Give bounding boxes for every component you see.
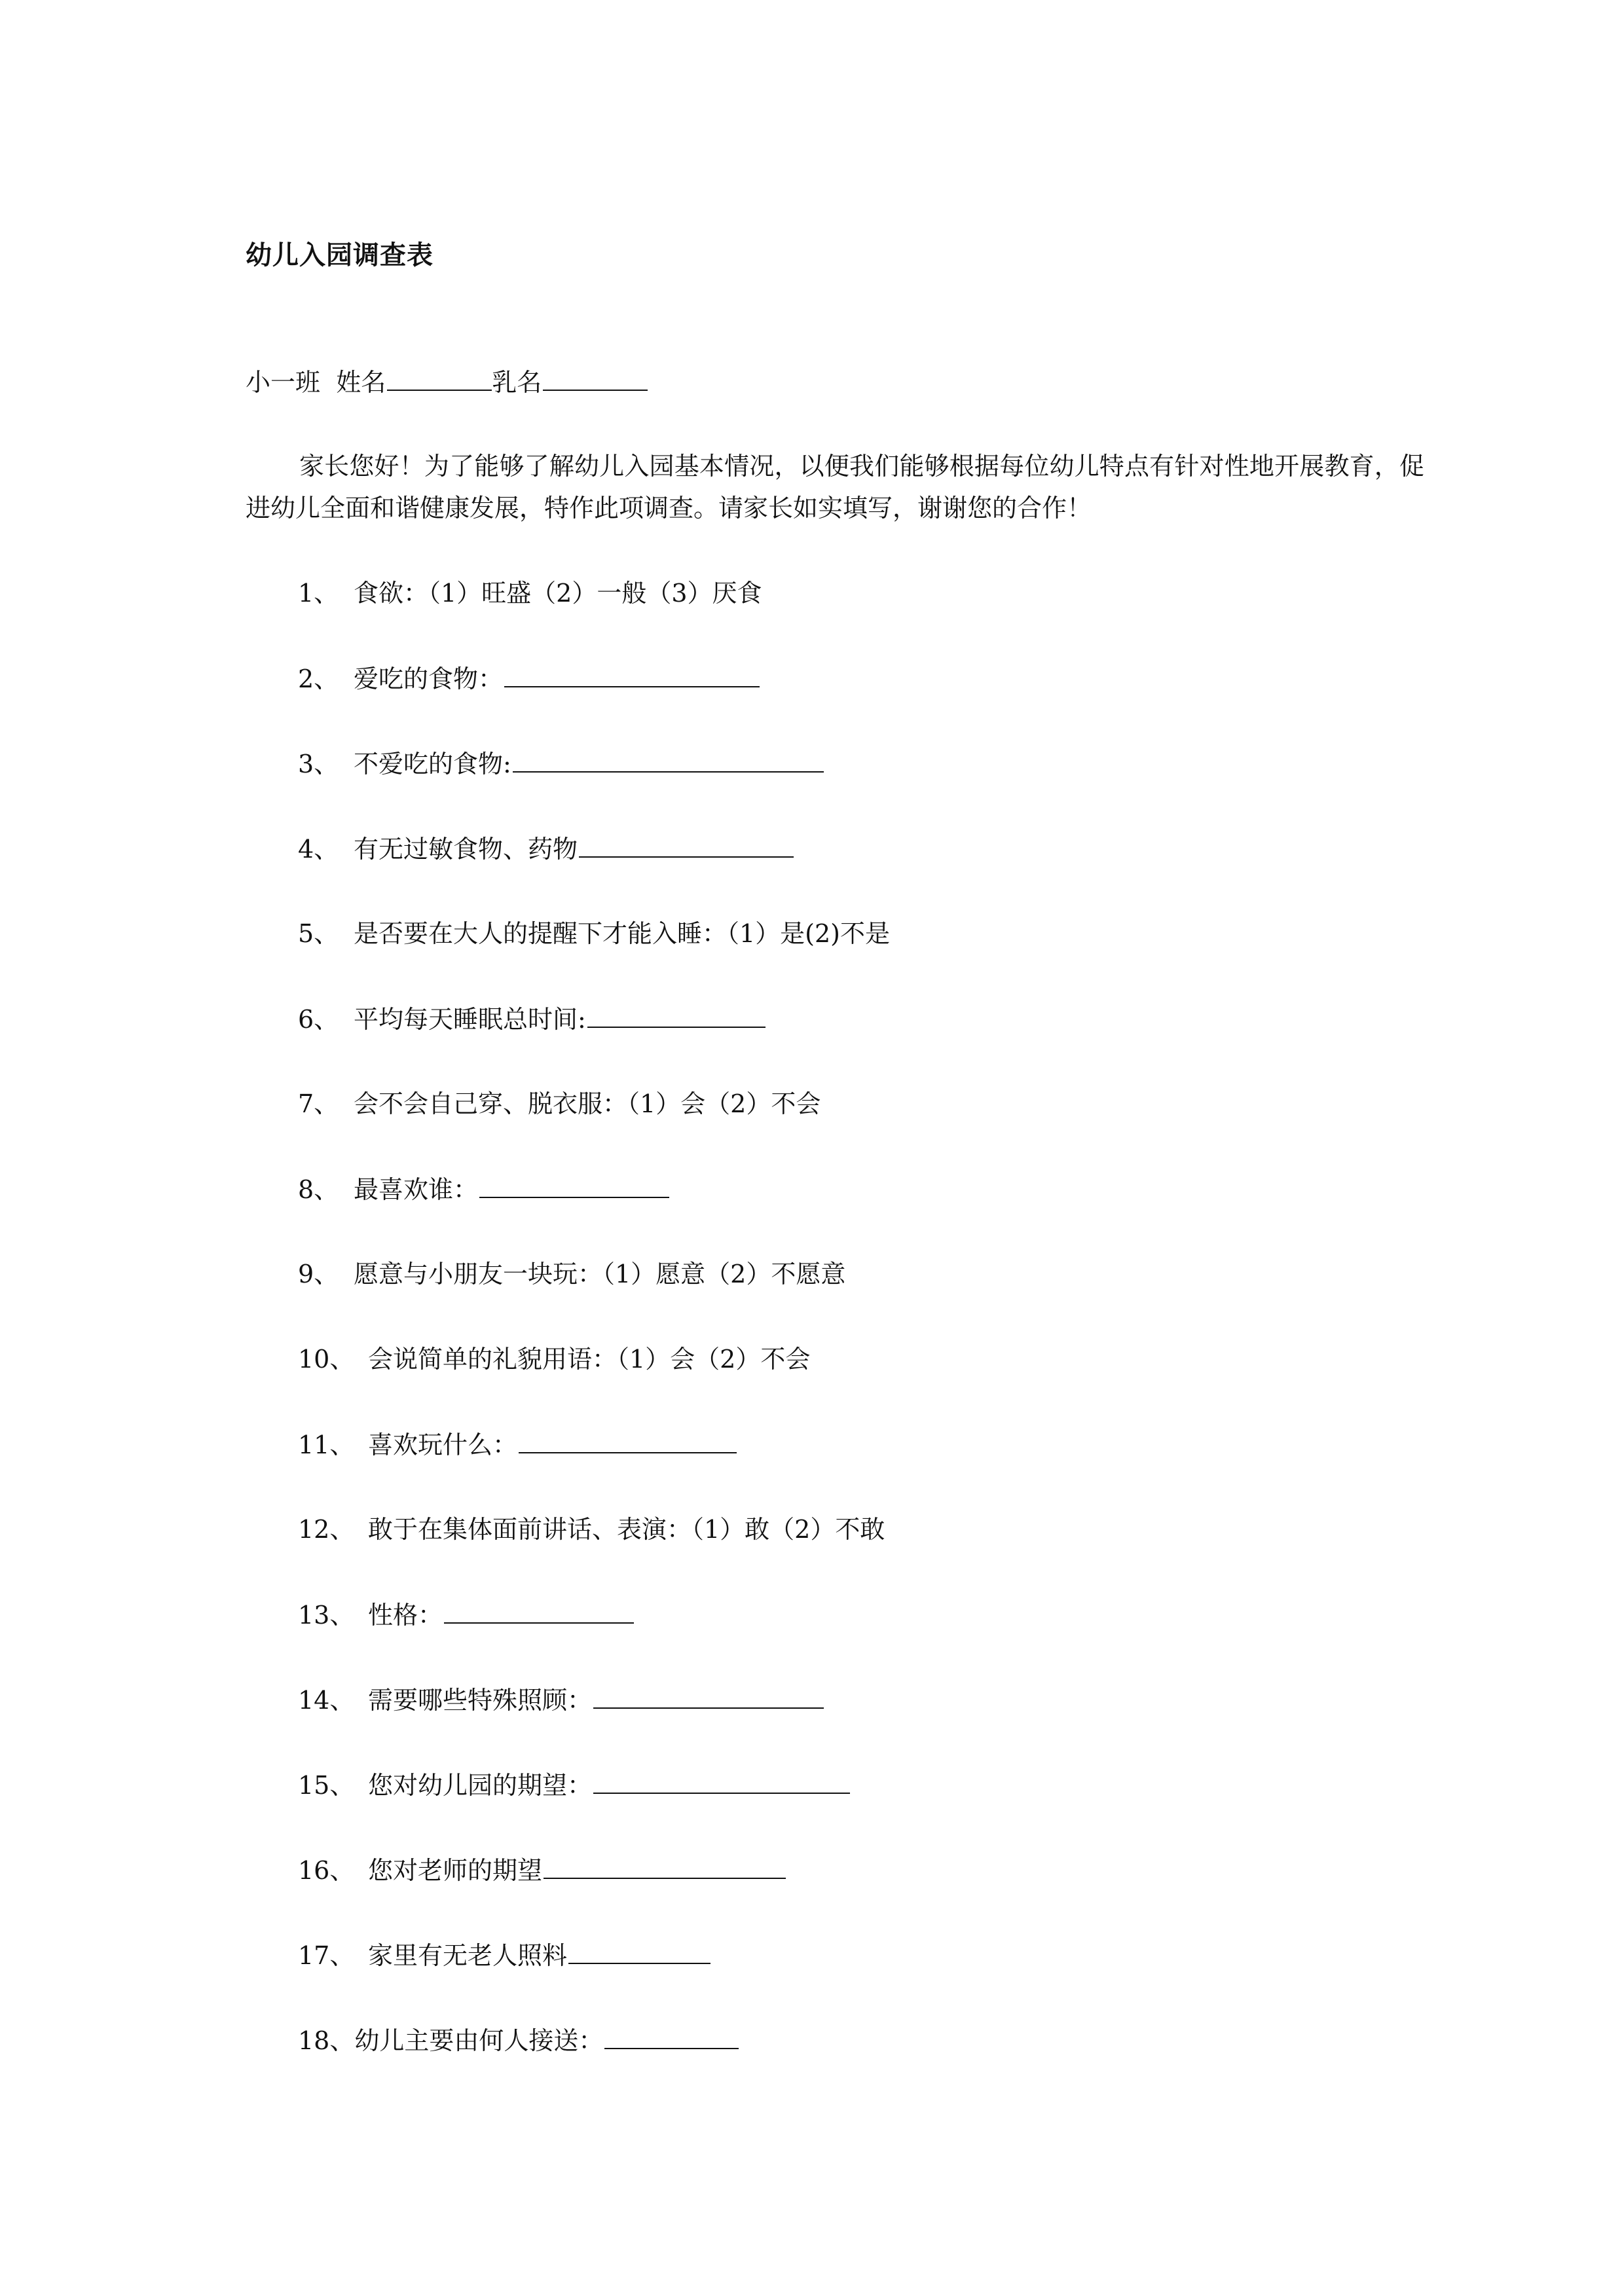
question-number: 10、 — [298, 1345, 355, 1374]
question-text: 性格： — [368, 1601, 443, 1630]
question-item-6 — [298, 1000, 890, 1085]
question-number: 8、 — [298, 1175, 339, 1204]
question-text: 是否要在大人的提醒下才能入睡：（1）是(2)不是 — [354, 919, 891, 948]
question-text: 平均每天睡眠总时间: — [354, 1005, 586, 1034]
question-text: 食欲：（1）旺盛（2）一般（3）厌食 — [354, 579, 762, 608]
question-item-8 — [298, 1171, 890, 1256]
question-item-13 — [298, 1596, 890, 1681]
answer-blank[interactable] — [513, 745, 824, 773]
question-item-7 — [298, 1085, 890, 1171]
question-number: 11、 — [298, 1430, 355, 1459]
question-text: 喜欢玩什么： — [368, 1430, 518, 1459]
question-item-18 — [298, 2022, 890, 2107]
question-number: 9、 — [298, 1260, 339, 1288]
question-text: 您对幼儿园的期望： — [368, 1771, 593, 1800]
question-number: 16、 — [298, 1856, 355, 1885]
question-text: 有无过敏食物、药物 — [354, 835, 578, 864]
question-item-17 — [298, 1937, 890, 2022]
question-item-12 — [298, 1511, 890, 1596]
question-item-11 — [298, 1426, 890, 1511]
question-item-2 — [298, 660, 890, 745]
name-blank[interactable] — [387, 363, 492, 391]
answer-blank[interactable] — [593, 1766, 850, 1794]
question-text: 愿意与小朋友一块玩：（1）愿意（2）不愿意 — [354, 1260, 846, 1288]
question-text: 您对老师的期望 — [368, 1856, 543, 1885]
question-item-14 — [298, 1681, 890, 1766]
question-item-1 — [298, 575, 890, 660]
nickname-blank[interactable] — [543, 363, 648, 391]
question-number: 6、 — [298, 1005, 339, 1034]
question-number: 14、 — [298, 1686, 355, 1715]
question-text: 幼儿主要由何人接送： — [354, 2026, 604, 2055]
answer-blank[interactable] — [519, 1426, 737, 1453]
intro-paragraph: 家长您好！为了能够了解幼儿入园基本情况，以便我们能够根据每位幼儿特点有针对性地开展教育，促进幼儿全面和谐健康发展，特作此项调查。请家长如实填写，谢谢您的合作！ — [246, 452, 1424, 522]
question-text: 家里有无老人照料 — [368, 1941, 568, 1970]
answer-blank[interactable] — [604, 2022, 739, 2049]
question-list — [298, 575, 890, 2107]
nickname-label: 乳名 — [492, 368, 542, 397]
question-item-15 — [298, 1766, 890, 1851]
question-number: 1、 — [298, 579, 339, 608]
question-number: 13、 — [298, 1601, 355, 1630]
answer-blank[interactable] — [504, 660, 760, 687]
question-number: 2、 — [298, 665, 339, 693]
question-text: 会说简单的礼貌用语：（1）会（2）不会 — [368, 1345, 811, 1374]
question-text: 敢于在集体面前讲话、表演：（1）敢（2）不敢 — [368, 1515, 885, 1544]
question-item-3 — [298, 745, 890, 830]
question-number: 7、 — [298, 1089, 339, 1118]
question-item-10 — [298, 1341, 890, 1426]
answer-blank[interactable] — [544, 1851, 786, 1879]
question-number: 17、 — [298, 1941, 355, 1970]
question-item-16 — [298, 1851, 890, 1937]
question-number: 18、 — [298, 2026, 355, 2055]
student-info-line — [246, 363, 648, 401]
question-number: 5、 — [298, 919, 339, 948]
answer-blank[interactable] — [444, 1596, 634, 1624]
document-title: 幼儿入园调查表 — [246, 240, 434, 270]
answer-blank[interactable] — [479, 1171, 669, 1198]
question-text: 不爱吃的食物: — [354, 750, 511, 778]
question-text: 会不会自己穿、脱衣服：（1）会（2）不会 — [354, 1089, 821, 1118]
question-number: 12、 — [298, 1515, 355, 1544]
question-number: 3、 — [298, 750, 339, 778]
answer-blank[interactable] — [587, 1000, 766, 1028]
name-label: 姓名 — [336, 368, 386, 397]
question-item-4 — [298, 830, 890, 915]
question-item-9 — [298, 1256, 890, 1341]
question-number: 15、 — [298, 1771, 355, 1800]
answer-blank[interactable] — [579, 830, 794, 858]
answer-blank[interactable] — [593, 1681, 824, 1709]
class-label: 小一班 — [246, 368, 321, 397]
question-text: 爱吃的食物： — [354, 665, 504, 693]
question-number: 4、 — [298, 835, 339, 864]
question-text: 最喜欢谁： — [354, 1175, 479, 1204]
question-item-5 — [298, 915, 890, 1000]
question-text: 需要哪些特殊照顾： — [368, 1686, 593, 1715]
answer-blank[interactable] — [568, 1937, 710, 1964]
